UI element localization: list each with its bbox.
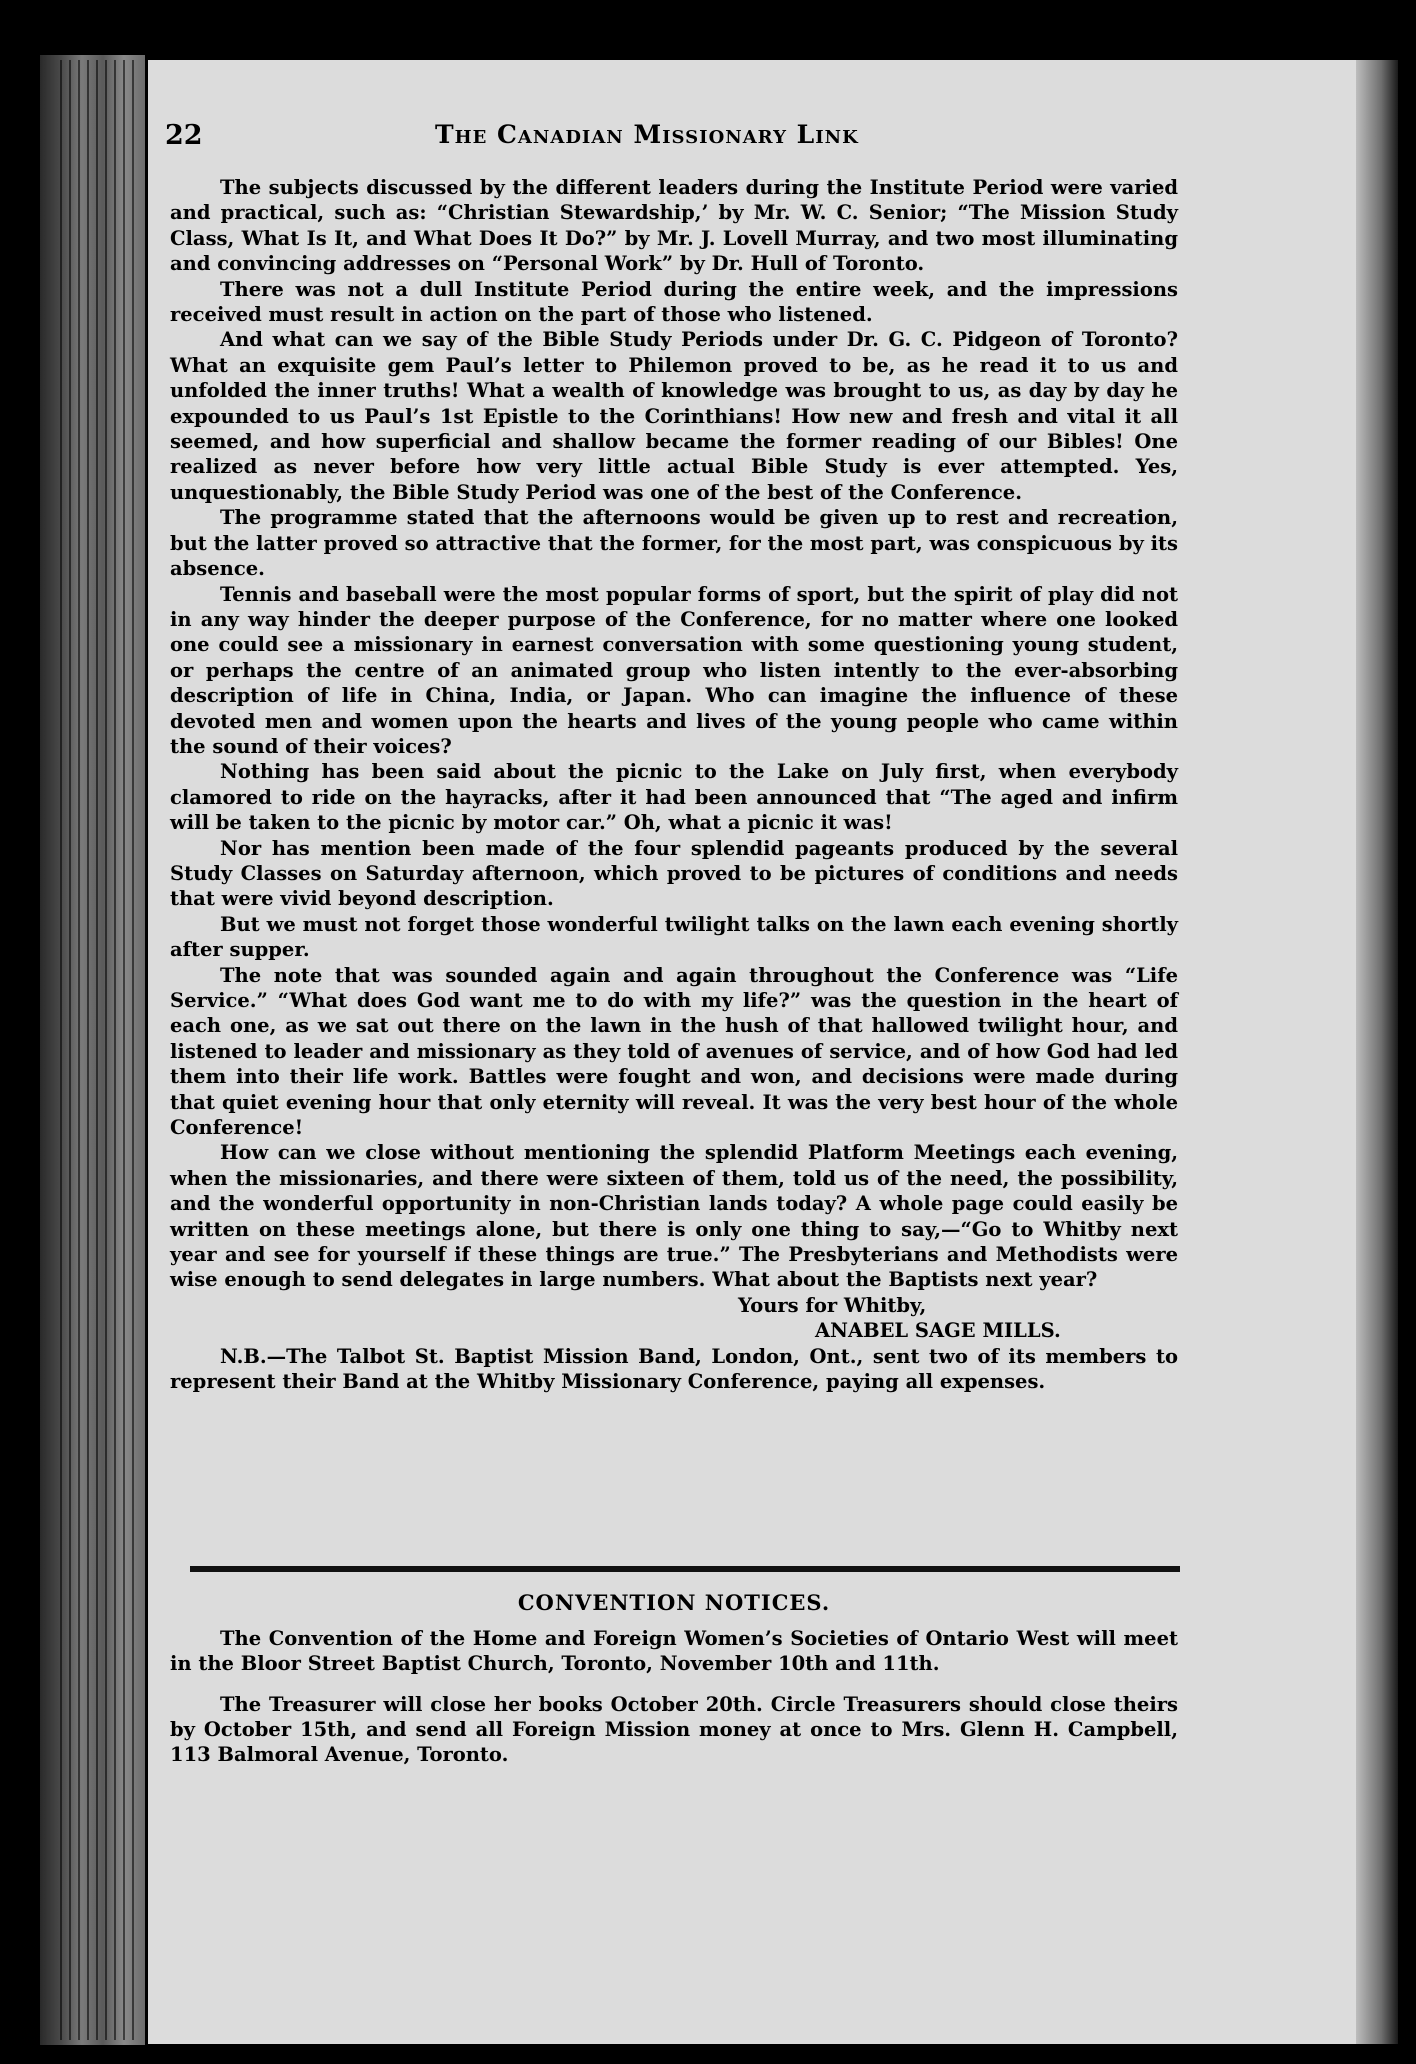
paragraph: Nor has mention been made of the four splendid pageants produced by the several Study Classes on Saturday afternoon, which proved to be pictures of conditions and needs that were vivid beyond description. bbox=[170, 836, 1178, 911]
section-divider bbox=[190, 1566, 1180, 1572]
paragraph: There was not a dull Institute Period during the entire week, and the impressions received must result in action on the part of those who listened. bbox=[170, 277, 1178, 327]
paragraph: How can we close without mentioning the splendid Platform Meetings each evening, when the missionaries, and there were sixteen of them, told us of the need, the possibility, and the wonderful opportunity in non-Christian lands today? A whole page could easily be written on these meetings alone, but there is only one thing to say,—“Go to Whitby next year and see for yourself if these things are true.” The Presbyterians and Methodists were wise enough to send delegates in large numbers. What about the Baptists next year? bbox=[170, 1141, 1178, 1292]
paragraph: But we must not forget those wonderful twilight talks on the lawn each evening shortly after supper. bbox=[170, 912, 1178, 962]
signature: ANABEL SAGE MILLS. bbox=[815, 1319, 1061, 1343]
paragraph: The Treasurer will close her books October 20th. Circle Treasurers should close theirs by October 15th, and send all Foreign Mission money at once to Mrs. Glenn H. Campbell, 113 Balmoral Avenue, Toronto. bbox=[170, 1693, 1178, 1766]
page-right-edge-shadow bbox=[1356, 60, 1398, 2044]
notice-convention bbox=[170, 1626, 1178, 1676]
paragraph: The subjects discussed by the different leaders during the Institute Period were varied and practical, such as: “Christian Stewardship,’ by Mr. W. C. Senior; “The Mission Study Class, What Is It, and What Does It Do?” by Mr. J. Lovell Murray, and two most illuminating and convincing addresses on “Personal Work” by Dr. Hull of Toronto. bbox=[170, 176, 1178, 276]
paragraph: The programme stated that the afternoons would be given up to rest and recreation, but the latter proved so attractive that the former, for the most part, was conspicuous by its absence. bbox=[170, 506, 1178, 581]
notices-title: CONVENTION NOTICES. bbox=[517, 1590, 831, 1615]
page-header bbox=[165, 120, 1065, 160]
paragraph: The note that was sounded again and again throughout the Conference was “Life Service.” “What does God want me to do with my life?” was the question in the heart of each one, as we sat out there on the lawn in the hush of that hallowed twilight hour, and listened to leader and missionary as they told of avenues of service, and of how God had led them into their life work. Battles were fought and won, and decisions were made during that quiet evening hour that only eternity will reveal. It was the very best hour of the whole Conference! bbox=[170, 963, 1178, 1140]
closing-line: Yours for Whitby, bbox=[738, 1293, 927, 1317]
paragraph: Nothing has been said about the picnic to the Lake on July first, when everybody clamored to ride on the hayracks, after it had been announced that “The aged and infirm will be taken to the picnic by motor car.” Oh, what a picnic it was! bbox=[170, 760, 1178, 835]
notice-treasurer bbox=[170, 1692, 1178, 1767]
page-number: 22 bbox=[165, 120, 203, 151]
running-title: The Canadian Missionary Link bbox=[435, 120, 859, 149]
paragraph: The Convention of the Home and Foreign Women’s Societies of Ontario West will meet in the Bloor Street Baptist Church, Toronto, November 10th and 11th. bbox=[170, 1627, 1178, 1675]
page-edges bbox=[60, 60, 140, 2040]
paragraph: Tennis and baseball were the most popular forms of sport, but the spirit of play did not in any way hinder the deeper purpose of the Conference, for no matter where one looked one could see a missionary in earnest conversation with some questioning young student, or perhaps the centre of an animated group who listen intently to the ever-absorbing description of life in China, India, or Japan. Who can imagine the influence of these devoted men and women upon the hearts and lives of the young people who came within the sound of their voices? bbox=[170, 582, 1178, 758]
paragraph: And what can we say of the Bible Study Periods under Dr. G. C. Pidgeon of Toronto? What an exquisite gem Paul’s letter to Philemon proved to be, as he read it to us and unfolded the inner truths! What a wealth of knowledge was brought to us, as day by day he expounded to us Paul’s 1st Epistle to the Corinthians! How new and fresh and vital it all seemed, and how superficial and shallow became the former reading of our Bibles! One realized as never before how very little actual Bible Study is ever attempted. Yes, unquestionably, the Bible Study Period was one of the best of the Conference. bbox=[170, 328, 1178, 504]
nb-paragraph: N.B.—The Talbot St. Baptist Mission Band, London, Ont., sent two of its members to represent their Band at the Whitby Missionary Conference, paying all expenses. bbox=[170, 1344, 1178, 1394]
article-body bbox=[170, 175, 1178, 1395]
